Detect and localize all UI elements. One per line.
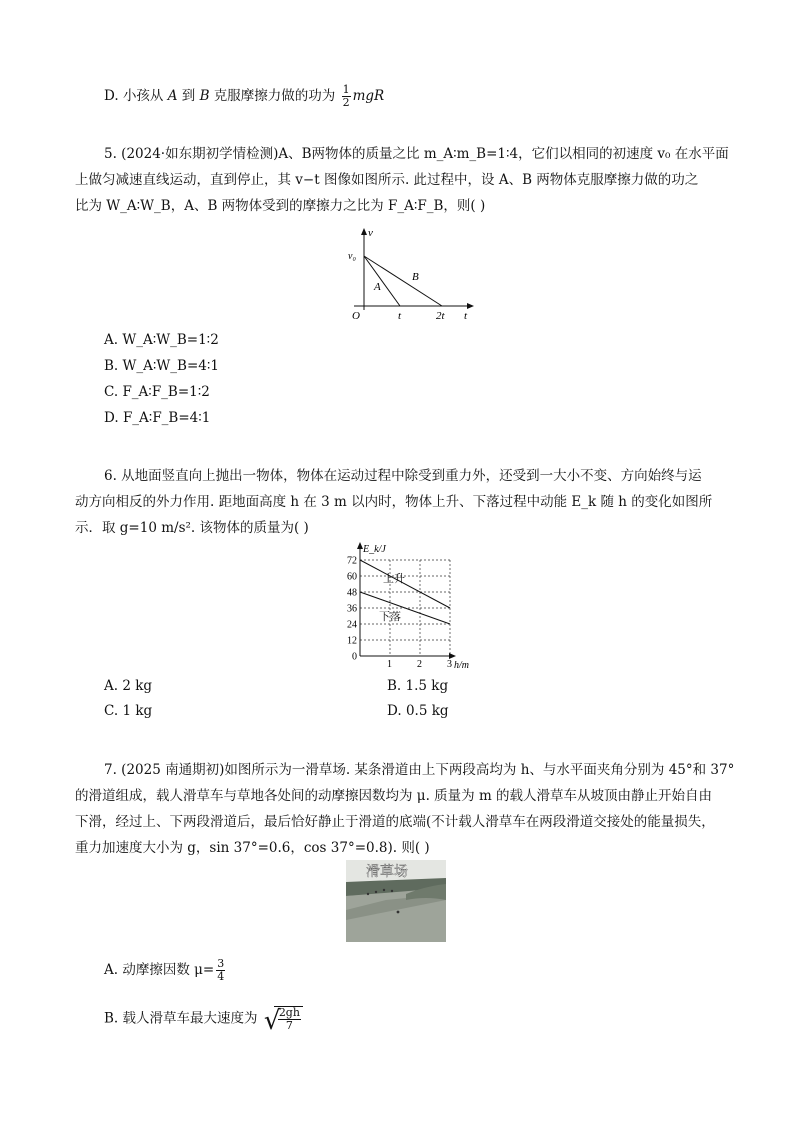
- q5-line-a: [364, 256, 400, 306]
- q5-label-origin: O: [352, 310, 360, 322]
- q5-label-v: v: [368, 227, 373, 239]
- q6-x-tick-label: 3: [447, 659, 452, 668]
- q5-option-b: B. W_A∶W_B=4∶1: [104, 358, 219, 374]
- q5-label-a: A: [374, 281, 381, 293]
- q7-photo-image: [346, 860, 446, 942]
- q5-label-t: t: [398, 310, 402, 322]
- q6-x-ticks: [387, 659, 452, 668]
- q6-option-a: A. 2 kg: [104, 678, 153, 694]
- q5-t-arrow: [467, 303, 474, 309]
- q5-label-2t: 2t: [436, 310, 445, 322]
- q6-y-tick-label: 0: [352, 651, 357, 663]
- q5-label-taxis: t: [464, 310, 468, 322]
- q5-label-b: B: [412, 271, 419, 283]
- q6-y-label: E_k/J: [363, 544, 386, 555]
- square-root: √ $\frac{2gh}{7}$: [264, 1006, 303, 1032]
- q6-y-ticks: [347, 556, 357, 663]
- q7-photo-sign: 滑草场: [366, 865, 408, 880]
- q6-x-tick-label: 1: [387, 659, 392, 668]
- q5-option-a: A. W_A∶W_B=1∶2: [104, 332, 219, 348]
- q7-stem-line3: 下滑，经过上、下两段滑道后，最后恰好静止于滑道的底端(不计载人滑草车在两段滑道交接处的能量损失，: [75, 814, 715, 830]
- q6-x-tick-label: 2: [417, 659, 422, 668]
- q6-x-label: h/m: [454, 660, 469, 668]
- q6-series-label: 上升: [383, 573, 405, 585]
- q5-stem-line1: 5. (2024·如东期初学情检测)A、B两物体的质量之比 m_A∶m_B=1∶4，它们以相同的初速度 v₀ 在水平面: [104, 146, 729, 162]
- q4-option-d: D. 小孩从 A 到 B 克服摩擦力做的功为 $\frac{1}{2}$ mgR: [104, 83, 385, 109]
- q6-ek-chart: [330, 540, 480, 668]
- q7-grass-ski-photo: [346, 860, 446, 942]
- q6-series-label: 下落: [379, 611, 401, 623]
- q6-series-line: [360, 560, 450, 608]
- q6-option-c: C. 1 kg: [104, 703, 153, 719]
- q7-stem-line4: 重力加速度大小为 g，sin 37°=0.6，cos 37°=0.8). 则( ): [75, 840, 430, 856]
- q6-option-b: B. 1.5 kg: [387, 678, 449, 694]
- q6-y-tick-label: 60: [347, 571, 357, 583]
- q6-stem-line2: 动方向相反的外力作用. 距地面高度 h 在 3 m 以内时，物体上升、下落过程中动能 E_k 随 h 的变化如图所: [75, 494, 713, 510]
- q7-stem-line1: 7. (2025 南通期初)如图所示为一滑草场. 某条滑道由上下两段高均为 h、与水平面夹角分别为 45°和 37°: [104, 762, 735, 778]
- q6-y-tick-label: 72: [347, 555, 357, 567]
- q5-vt-graph: [340, 226, 480, 326]
- q6-option-d: D. 0.5 kg: [387, 703, 449, 719]
- q6-stem-line1: 6. 从地面竖直向上抛出一物体，物体在运动过程中除受到重力外，还受到一大小不变、方向始终与运: [104, 468, 702, 484]
- q5-label-v0: v₀: [348, 251, 356, 262]
- q7-stem-line2: 的滑道组成，载人滑草车与草地各处间的动摩擦因数均为 μ. 质量为 m 的载人滑草车从坡顶由静止开始自由: [75, 788, 713, 804]
- q5-option-d: D. F_A∶F_B=4∶1: [104, 410, 211, 426]
- q7-option-b: B. 载人滑草车最大速度为 √ $\frac{2gh}{7}$: [104, 1006, 303, 1032]
- fraction: $\frac{1}{2}$: [342, 83, 350, 109]
- q5-stem-line3: 比为 W_A∶W_B，A、B 两物体受到的摩擦力之比为 F_A∶F_B，则( ): [75, 198, 486, 214]
- q6-y-tick-label: 12: [347, 635, 357, 647]
- q6-y-tick-label: 48: [347, 587, 357, 599]
- q7-option-a: A. 动摩擦因数 μ= $\frac{3}{4}$: [104, 957, 225, 983]
- q5-v-arrow: [361, 228, 367, 235]
- q5-option-c: C. F_A∶F_B=1∶2: [104, 384, 210, 400]
- fraction: $\frac{3}{4}$: [217, 957, 225, 983]
- q5-stem-line2: 上做匀减速直线运动，直到停止，其 v−t 图像如图所示. 此过程中，设 A、B 两物体克服摩擦力做的功之: [75, 172, 699, 188]
- q6-y-tick-label: 24: [347, 619, 357, 631]
- q6-stem-line3: 示．取 g=10 m/s². 该物体的质量为( ): [75, 520, 309, 536]
- q6-y-tick-label: 36: [347, 603, 357, 615]
- fraction: $\frac{2gh}{7}$: [278, 1006, 300, 1032]
